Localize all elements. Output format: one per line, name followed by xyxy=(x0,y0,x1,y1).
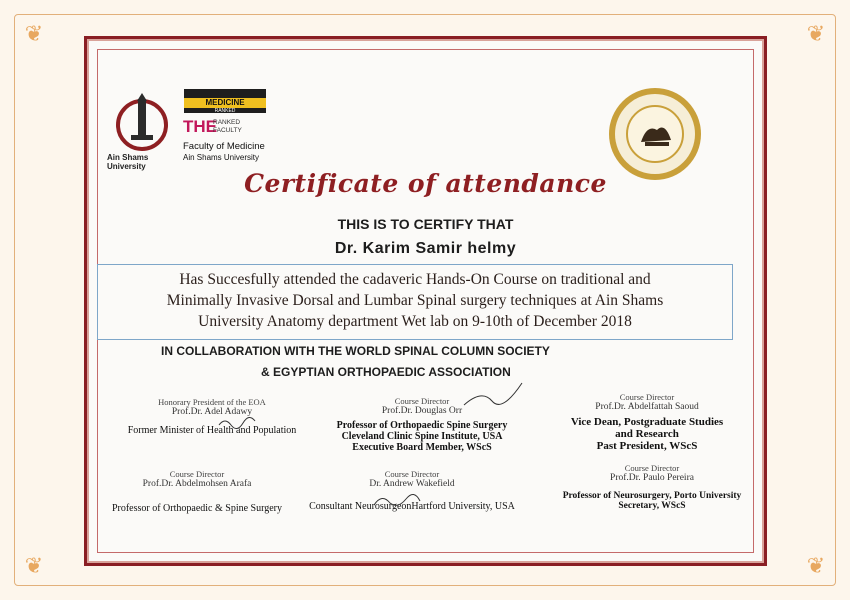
signatory-paulo-pereira xyxy=(542,463,762,511)
signatory-abdelfattah-saoud xyxy=(537,392,757,452)
signatory-label: Course Director xyxy=(624,463,680,473)
signatory-label: Course Director xyxy=(619,392,675,402)
university-crest-icon xyxy=(107,91,177,155)
certificate-title: Certificate of attendance xyxy=(244,169,607,198)
ranking-badge-sub: RANKED xyxy=(214,108,236,114)
signatory-label: Honorary President of the EOA xyxy=(158,397,266,407)
corner-ornament-icon: ❦ xyxy=(24,21,44,46)
signatory-role-3: Past President, WScS xyxy=(596,440,698,452)
signatory-role: Professor of Orthopaedic & Spine Surgery xyxy=(111,503,283,514)
faculty-name: Faculty of Medicine xyxy=(183,141,265,152)
signatory-honorary-president xyxy=(107,397,317,436)
signatory-name: Prof.Dr. Douglas Orr xyxy=(381,406,463,416)
course-description-line-1: Has Succesfully attended the cadaveric Hands-On Course on traditional and xyxy=(179,271,651,288)
signatory-role-2: and Research xyxy=(615,428,679,440)
signatory-role-2: Cleveland Clinic Spine Institute, USA xyxy=(341,431,503,442)
certificate-paper xyxy=(84,36,767,566)
ranking-badge-label: MEDICINE xyxy=(184,98,266,108)
signatory-name: Dr. Andrew Wakefield xyxy=(369,479,455,489)
certify-line: THIS IS TO CERTIFY THAT xyxy=(337,216,514,232)
corner-ornament-icon: ❦ xyxy=(806,553,826,578)
the-ranking-sub: RANKED FACULTY xyxy=(213,119,242,134)
signature-scribble-icon xyxy=(217,415,257,436)
signatory-label: Course Director xyxy=(384,469,440,479)
the-ranking-mark: THE xyxy=(183,117,217,136)
signatory-role-1: Professor of Neurosurgery, Porto University xyxy=(562,491,742,501)
collaboration-line-1: IN COLLABORATION WITH THE WORLD SPINAL COLUMN SOCIETY xyxy=(161,344,550,358)
signature-scribble-icon xyxy=(462,379,532,414)
university-logo xyxy=(107,91,177,171)
course-description-line-2: Minimally Invasive Dorsal and Lumbar Spinal surgery techniques at Ain Shams xyxy=(166,292,664,309)
signatory-role-2: Secretary, WScS xyxy=(618,501,686,511)
eoa-seal xyxy=(607,86,703,182)
corner-ornament-icon: ❦ xyxy=(806,21,826,46)
signatory-abdelmohsen-arafa xyxy=(97,469,297,514)
signatory-name: Prof.Dr. Paulo Pereira xyxy=(610,473,694,483)
collaboration-line-2: & EGYPTIAN ORTHOPAEDIC ASSOCIATION xyxy=(261,365,511,379)
signatory-role-1: Vice Dean, Postgraduate Studies xyxy=(570,416,724,428)
signatory-name: Prof.Dr. Abdelfattah Saoud xyxy=(595,402,699,412)
signatory-name: Prof.Dr. Adel Adawy xyxy=(171,407,253,417)
signatory-role: Former Minister of Health and Population xyxy=(127,425,297,436)
corner-ornament-icon: ❦ xyxy=(24,553,44,578)
recipient-name: Dr. Karim Samir helmy xyxy=(334,240,517,257)
university-logo-caption: Ain Shams University xyxy=(107,153,149,171)
signatory-label: Course Director xyxy=(169,469,225,479)
faculty-university: Ain Shams University xyxy=(183,153,260,162)
signatory-role-3: Executive Board Member, WScS xyxy=(352,442,492,453)
seal-emblem-icon xyxy=(607,86,703,182)
signatory-name: Prof.Dr. Abdelmohsen Arafa xyxy=(142,479,252,489)
course-description-box xyxy=(97,264,733,340)
signatory-role-1: Professor of Orthopaedic Spine Surgery xyxy=(336,420,508,431)
course-description-line-3: University Anatomy department Wet lab on 9-10th of December 2018 xyxy=(198,313,632,330)
ranking-badge xyxy=(184,89,266,113)
signature-scribble-icon xyxy=(372,491,422,514)
signatory-label: Course Director xyxy=(394,396,450,406)
signatory-role: Consultant NeurosurgeonHartford University, USA xyxy=(309,501,515,512)
